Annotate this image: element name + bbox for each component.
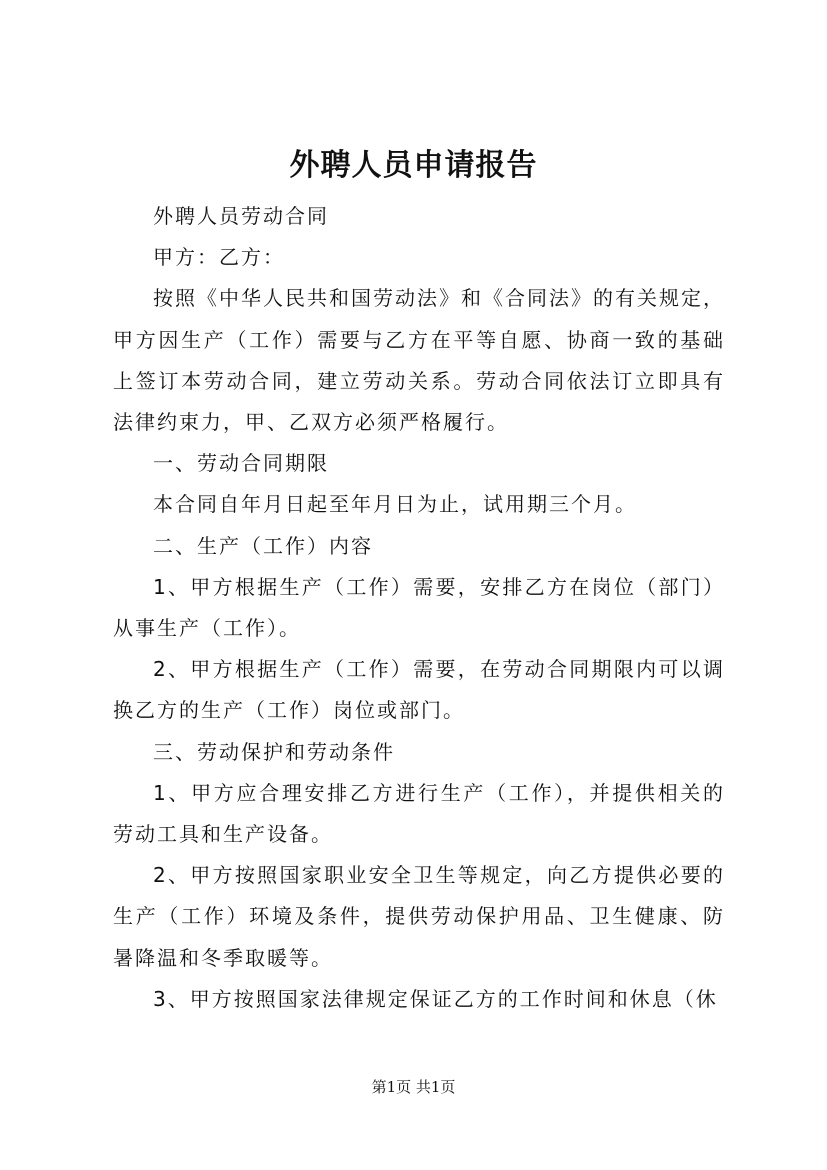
paragraph-work-content-1: 1、甲方根据生产（工作）需要，安排乙方在岗位（部门）从事生产（工作）。: [113, 574, 725, 641]
section-heading-term: 一、劳动合同期限: [153, 451, 329, 476]
paragraph-work-content-2: 2、甲方根据生产（工作）需要，在劳动合同期限内可以调换乙方的生产（工作）岗位或部门。: [113, 657, 725, 723]
document-title: 外聘人员申请报告: [289, 148, 538, 183]
paragraph-term: 本合同自年月日起至年月日为止，试用期三个月。: [153, 492, 637, 517]
paragraph-labor-protection-3: 3、甲方按照国家法律规定保证乙方的工作时间和休息（休: [153, 986, 718, 1011]
paragraph-parties: 甲方：乙方：: [153, 245, 285, 270]
section-heading-labor-protection: 三、劳动保护和劳动条件: [153, 739, 395, 764]
section-heading-work-content: 二、生产（工作）内容: [153, 533, 373, 558]
page-footer: 第1页 共1页: [371, 1078, 456, 1096]
paragraph-preamble: 按照《中华人民共和国劳动法》和《合同法》的有关规定，甲方因生产（工作）需要与乙方在平等自愿、协商一致的基础上签订本劳动合同，建立劳动关系。劳动合同依法订立即具有法律约束力，甲、乙双方必须严格履行。: [113, 286, 725, 435]
paragraph-labor-protection-2: 2、甲方按照国家职业安全卫生等规定，向乙方提供必要的生产（工作）环境及条件，提供劳动保护用品、卫生健康、防暑降温和冬季取暖等。: [113, 863, 725, 970]
paragraph-contract-heading: 外聘人员劳动合同: [153, 204, 329, 228]
document-body: [113, 196, 725, 1020]
paragraph-labor-protection-1: 1、甲方应合理安排乙方进行生产（工作），并提供相关的劳动工具和生产设备。: [113, 780, 725, 847]
